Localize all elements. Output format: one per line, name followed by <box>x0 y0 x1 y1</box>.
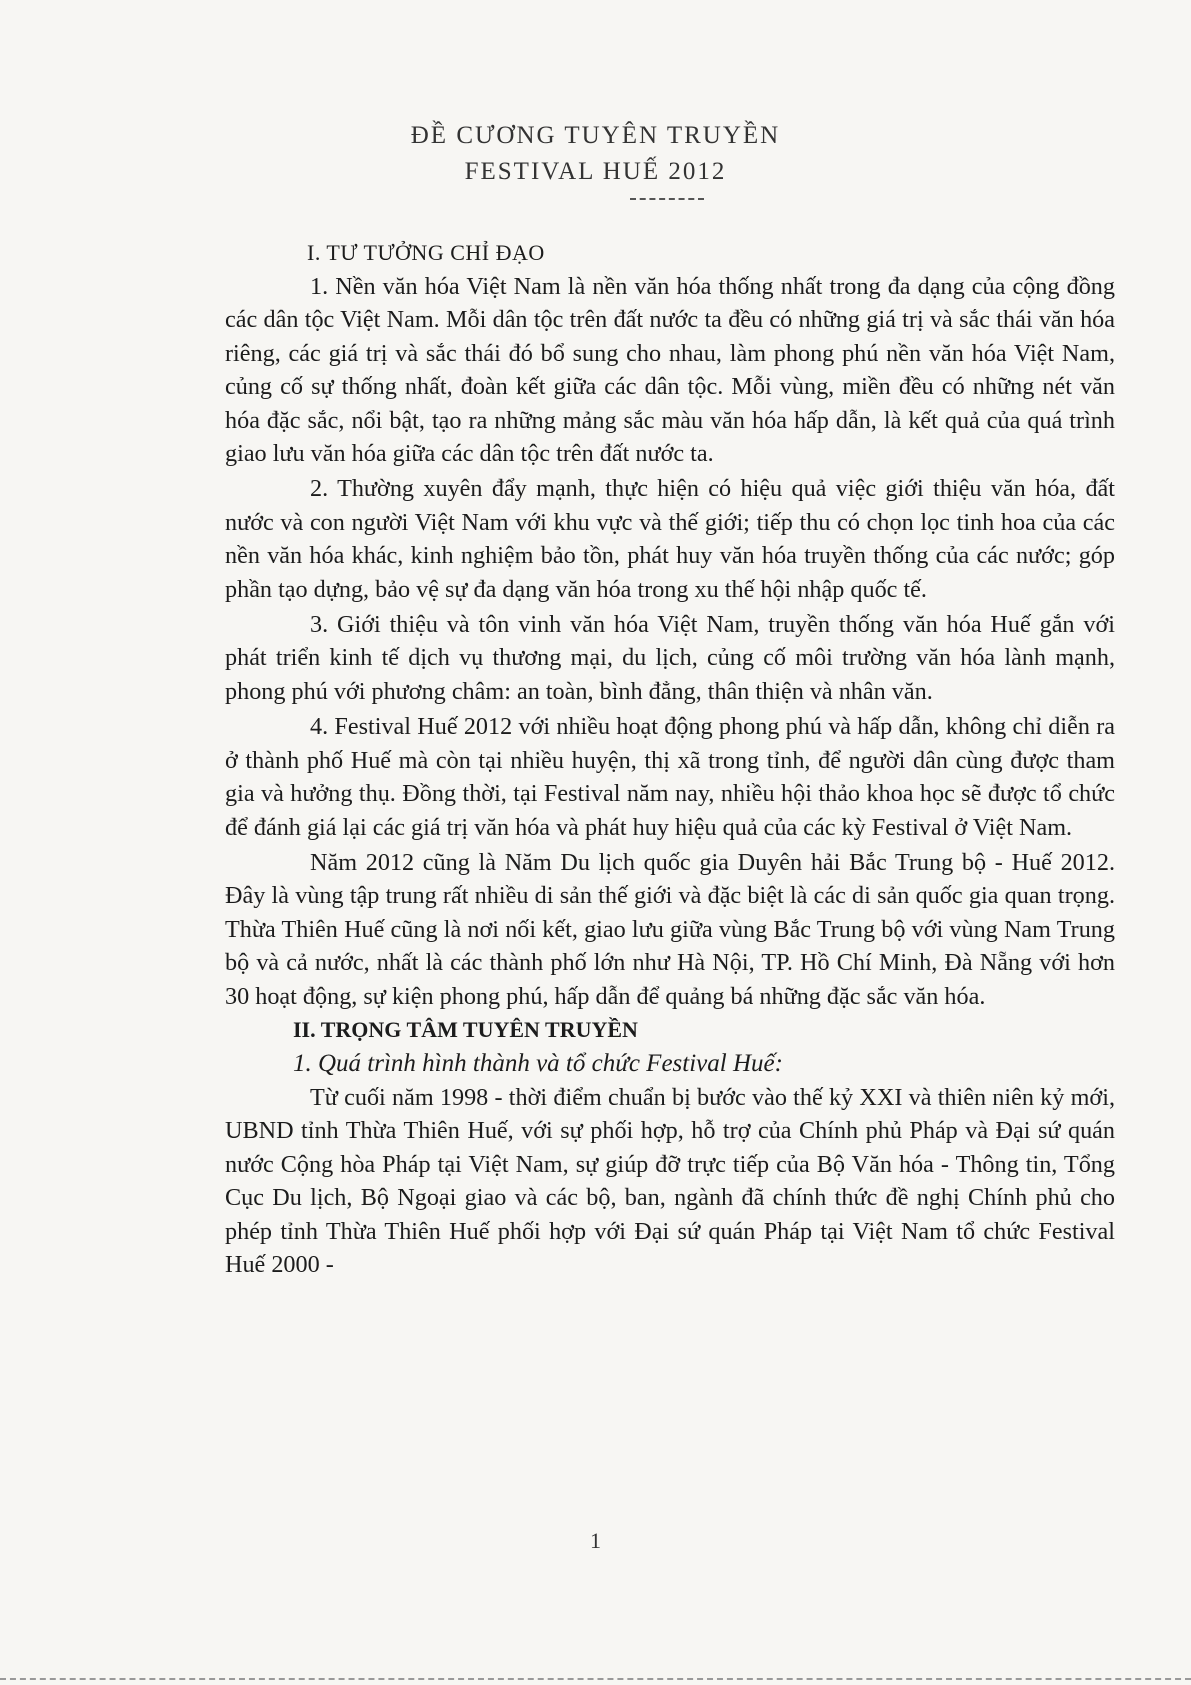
document-body <box>225 236 1115 1281</box>
paragraph-1: 1. Nền văn hóa Việt Nam là nền văn hóa thống nhất trong đa dạng của cộng đồng các dân tộc Việt Nam. Mỗi dân tộc trên đất nước ta đều có những giá trị và sắc thái văn hóa riêng, các giá trị và sắc thái đó bổ sung cho nhau, làm phong phú nền văn hóa Việt Nam, củng cố sự thống nhất, đoàn kết giữa các dân tộc. Mỗi vùng, miền đều có những nét văn hóa đặc sắc, nổi bật, tạo ra những mảng sắc màu văn hóa hấp dẫn, là kết quả của quá trình giao lưu văn hóa giữa các dân tộc trên đất nước ta. <box>225 273 1115 468</box>
scan-edge-line <box>0 1678 1191 1680</box>
paragraph-3: 3. Giới thiệu và tôn vinh văn hóa Việt Nam, truyền thống văn hóa Huế gắn với phát triển kinh tế dịch vụ thương mại, du lịch, củng cố môi trường văn hóa lành mạnh, phong phú với phương châm: an toàn, bình đẳng, thân thiện và nhân văn. <box>225 611 1115 705</box>
document-subtitle: FESTIVAL HUẾ 2012 <box>464 158 727 185</box>
paragraph-4: 4. Festival Huế 2012 với nhiều hoạt động phong phú và hấp dẫn, không chỉ diễn ra ở thành phố Huế mà còn tại nhiều huyện, thị xã trong tỉnh, để người dân cùng được tham gia và hưởng thụ. Đồng thời, tại Festival năm nay, nhiều hội thảo khoa học sẽ được tổ chức để đánh giá lại các giá trị văn hóa và phát huy hiệu quả của các kỳ Festival ở Việt Nam. <box>225 713 1115 841</box>
paragraph-6: Từ cuối năm 1998 - thời điểm chuẩn bị bước vào thế kỷ XXI và thiên niên kỷ mới, UBND tỉnh Thừa Thiên Huế, với sự phối hợp, hỗ trợ của Chính phủ Pháp và Đại sứ quán nước Cộng hòa Pháp tại Việt Nam, sự giúp đỡ trực tiếp của Bộ Văn hóa - Thông tin, Tổng Cục Du lịch, Bộ Ngoại giao và các bộ, ban, ngành đã chính thức đề nghị Chính phủ cho phép tỉnh Thừa Thiên Huế phối hợp với Đại sứ quán Pháp tại Việt Nam tổ chức Festival Huế 2000 - <box>225 1083 1115 1278</box>
paragraph-5: Năm 2012 cũng là Năm Du lịch quốc gia Duyên hải Bắc Trung bộ - Huế 2012. Đây là vùng tập trung rất nhiều di sản thế giới và đặc biệt là các di sản quốc gia quan trọng. Thừa Thiên Huế cũng là nơi nối kết, giao lưu giữa vùng Bắc Trung bộ với vùng Nam Trung bộ và cả nước, nhất là các thành phố lớn như Hà Nội, TP. Hồ Chí Minh, Đà Nẵng với hơn 30 hoạt động, sự kiện phong phú, hấp dẫn để quảng bá những đặc sắc văn hóa. <box>225 848 1115 1010</box>
document-title: ĐỀ CƯƠNG TUYÊN TRUYỀN <box>410 122 781 149</box>
paragraph-2: 2. Thường xuyên đẩy mạnh, thực hiện có hiệu quả việc giới thiệu văn hóa, đất nước và con người Việt Nam với khu vực và thế giới; tiếp thu có chọn lọc tinh hoa của các nền văn hóa khác, kinh nghiệm bảo tồn, phát huy văn hóa truyền thống của các nước; góp phần tạo dựng, bảo vệ sự đa dạng văn hóa trong xu thế hội nhập quốc tế. <box>225 475 1115 603</box>
section-heading-1: I. TƯ TƯỞNG CHỈ ĐẠO <box>307 240 545 265</box>
subsection-heading: 1. Quá trình hình thành và tổ chức Festival Huế: <box>293 1049 783 1077</box>
section-heading-2: II. TRỌNG TÂM TUYÊN TRUYỀN <box>293 1016 638 1042</box>
title-divider <box>630 198 704 200</box>
page-number: 1 <box>590 1528 601 1553</box>
